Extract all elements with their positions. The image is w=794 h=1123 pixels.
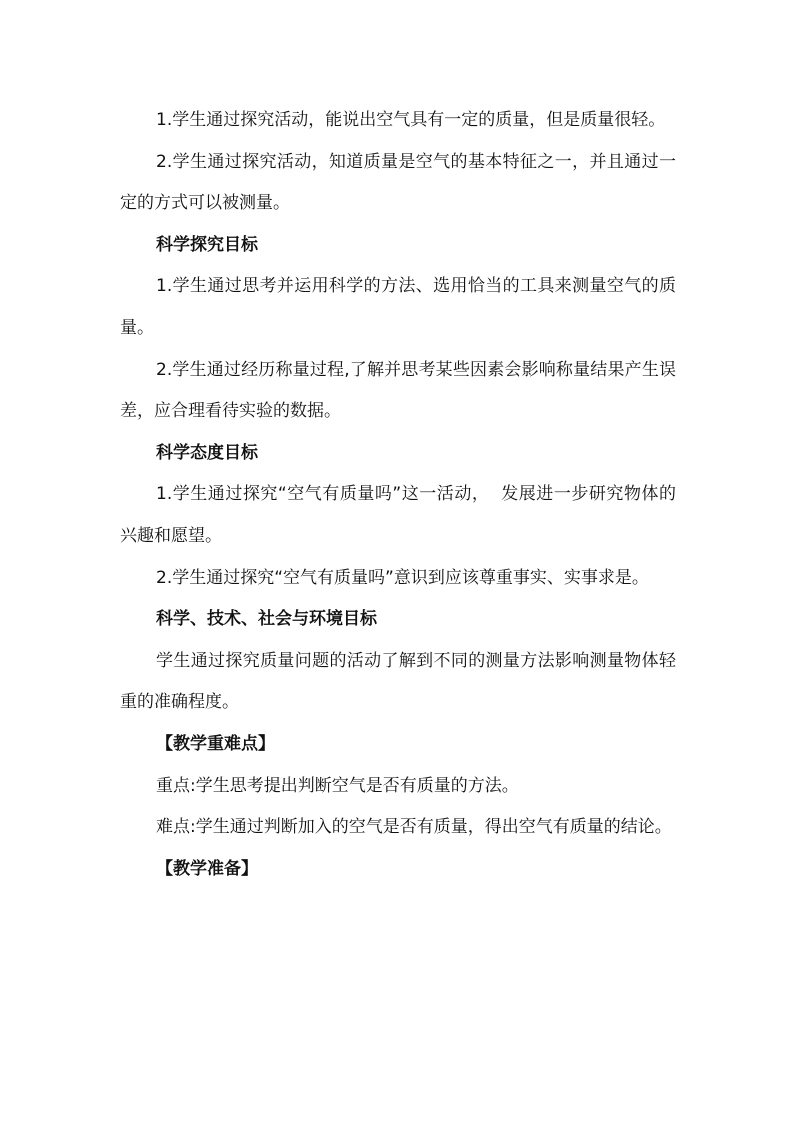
document-body <box>120 100 676 890</box>
heading-key-difficult-points: 【教学重难点】 <box>156 733 275 754</box>
inquiry-goal-1: 1.学生通过思考并运用科学的方法、选用恰当的工具来测量空气的质量。 <box>120 276 676 338</box>
stse-goal: 学生通过探究质量问题的活动了解到不同的测量方法影响测量物体轻重的准确程度。 <box>120 650 676 713</box>
key-point: 重点:学生思考提出判断空气是否有质量的方法。 <box>156 775 519 796</box>
inquiry-goal-2: 2.学生通过经历称量过程,了解并思考某些因素会影响称量结果产生误差，应合理看待实验的数据。 <box>120 359 676 422</box>
attitude-goal-2: 2.学生通过探究“空气有质量吗”意识到应该尊重事实、实事求是。 <box>156 567 649 588</box>
heading-stse-goals: 科学、技术、社会与环境目标 <box>156 609 377 630</box>
attitude-goal-1: 1.学生通过探究“空气有质量吗”这一活动， 发展进一步研究物体的兴趣和愿望。 <box>120 484 676 546</box>
heading-attitude-goals: 科学态度目标 <box>156 442 258 463</box>
heading-teaching-preparation: 【教学准备】 <box>156 858 258 879</box>
knowledge-goal-1: 1.学生通过探究活动，能说出空气具有一定的质量，但是质量很轻。 <box>156 110 666 130</box>
knowledge-goal-2: 2.学生通过探究活动，知道质量是空气的基本特征之一，并且通过一定的方式可以被测量。 <box>120 151 676 214</box>
difficult-point: 难点:学生通过判断加入的空气是否有质量，得出空气有质量的结论。 <box>156 817 672 838</box>
heading-inquiry-goals: 科学探究目标 <box>156 234 258 255</box>
